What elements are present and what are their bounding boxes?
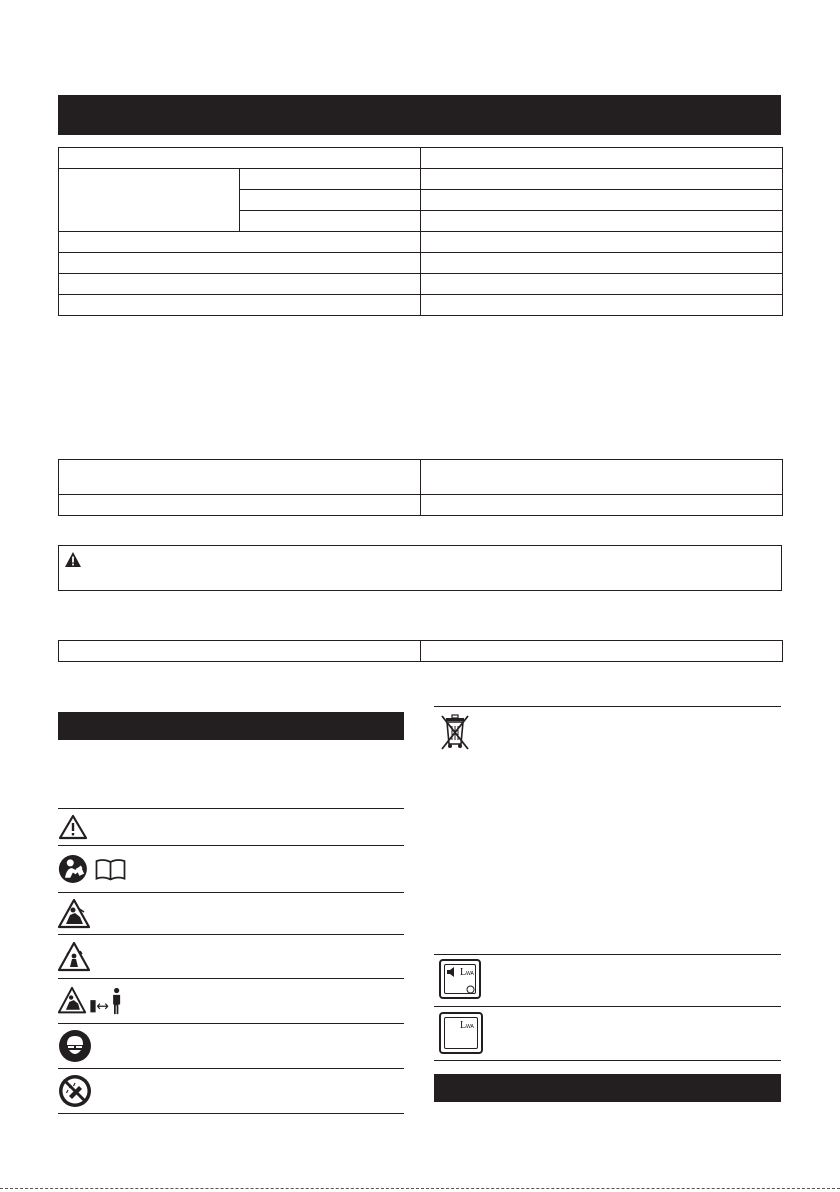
symbol-row bbox=[58, 812, 128, 842]
specifications-header bbox=[58, 95, 781, 135]
vibration-label bbox=[59, 641, 421, 662]
specifications-table bbox=[58, 147, 783, 316]
table-row bbox=[59, 295, 783, 316]
noise-value bbox=[421, 460, 783, 495]
spec-label bbox=[59, 274, 421, 295]
vibration-value bbox=[421, 641, 783, 662]
table-row bbox=[59, 495, 783, 516]
divider bbox=[434, 706, 781, 707]
sound-power-icon bbox=[439, 1012, 483, 1054]
warning-box bbox=[58, 545, 782, 591]
spec-label bbox=[59, 232, 421, 253]
no-rain-icon bbox=[58, 1074, 92, 1108]
speaker-icon bbox=[446, 966, 458, 978]
table-row bbox=[59, 253, 783, 274]
symbol-row bbox=[58, 981, 128, 1021]
sound-label-sub: WA bbox=[466, 971, 474, 977]
table-row bbox=[59, 232, 783, 253]
spec-value bbox=[421, 274, 783, 295]
spec-value bbox=[421, 148, 783, 169]
sound-label-letter: L bbox=[460, 1020, 467, 1031]
divider bbox=[58, 934, 404, 935]
spec-value bbox=[421, 190, 783, 211]
noise-table bbox=[58, 459, 783, 516]
symbol-row bbox=[58, 1027, 128, 1065]
noise-label bbox=[59, 495, 421, 516]
ear-icon bbox=[466, 985, 475, 994]
noise-label bbox=[59, 460, 421, 495]
footer-section-title bbox=[434, 1074, 781, 1088]
spec-value bbox=[421, 211, 783, 232]
footer-section-header bbox=[434, 1074, 781, 1102]
divider bbox=[434, 1060, 781, 1061]
specifications-header-title bbox=[58, 95, 781, 115]
spec-value bbox=[421, 295, 783, 316]
vibration-table bbox=[58, 640, 783, 662]
spec-label bbox=[59, 169, 240, 232]
symbol-row bbox=[58, 850, 128, 888]
sound-label-sub: WA bbox=[466, 1024, 474, 1030]
page-edge bbox=[0, 1188, 840, 1189]
sound-label-letter: L bbox=[460, 967, 467, 978]
spec-label bbox=[59, 253, 421, 274]
spec-sub-label bbox=[240, 169, 421, 190]
symbol-row bbox=[58, 896, 128, 932]
spec-sub-label bbox=[240, 190, 421, 211]
crossed-bin-icon bbox=[439, 713, 471, 751]
divider bbox=[58, 1023, 404, 1024]
caution-triangle-icon bbox=[58, 814, 88, 840]
divider bbox=[58, 978, 404, 979]
warning-triangle-icon bbox=[65, 552, 81, 567]
spec-label bbox=[59, 295, 421, 316]
table-row bbox=[59, 460, 783, 495]
divider bbox=[58, 1068, 404, 1069]
divider bbox=[58, 892, 404, 893]
spec-sub-label bbox=[240, 211, 421, 232]
spec-value bbox=[421, 169, 783, 190]
symbols-header bbox=[58, 712, 404, 740]
guaranteed-sound-power-icon bbox=[439, 959, 481, 999]
wear-protection-icon bbox=[58, 1029, 92, 1063]
spec-value bbox=[421, 232, 783, 253]
table-row bbox=[59, 274, 783, 295]
spec-label bbox=[59, 148, 421, 169]
spec-value bbox=[421, 253, 783, 274]
table-row bbox=[59, 641, 783, 662]
falling-objects-icon bbox=[58, 942, 90, 972]
keep-distance-icon bbox=[58, 982, 128, 1020]
read-manual-icon bbox=[58, 851, 128, 887]
table-row bbox=[59, 169, 783, 190]
symbol-row bbox=[58, 1072, 128, 1110]
table-row bbox=[59, 148, 783, 169]
kickback-hazard-icon bbox=[58, 899, 90, 929]
divider bbox=[58, 1113, 404, 1114]
symbols-header-title bbox=[58, 712, 404, 726]
divider bbox=[58, 845, 404, 846]
divider bbox=[58, 808, 404, 809]
noise-value bbox=[421, 495, 783, 516]
divider bbox=[434, 1006, 781, 1007]
divider bbox=[434, 954, 781, 955]
symbol-row bbox=[58, 938, 128, 976]
